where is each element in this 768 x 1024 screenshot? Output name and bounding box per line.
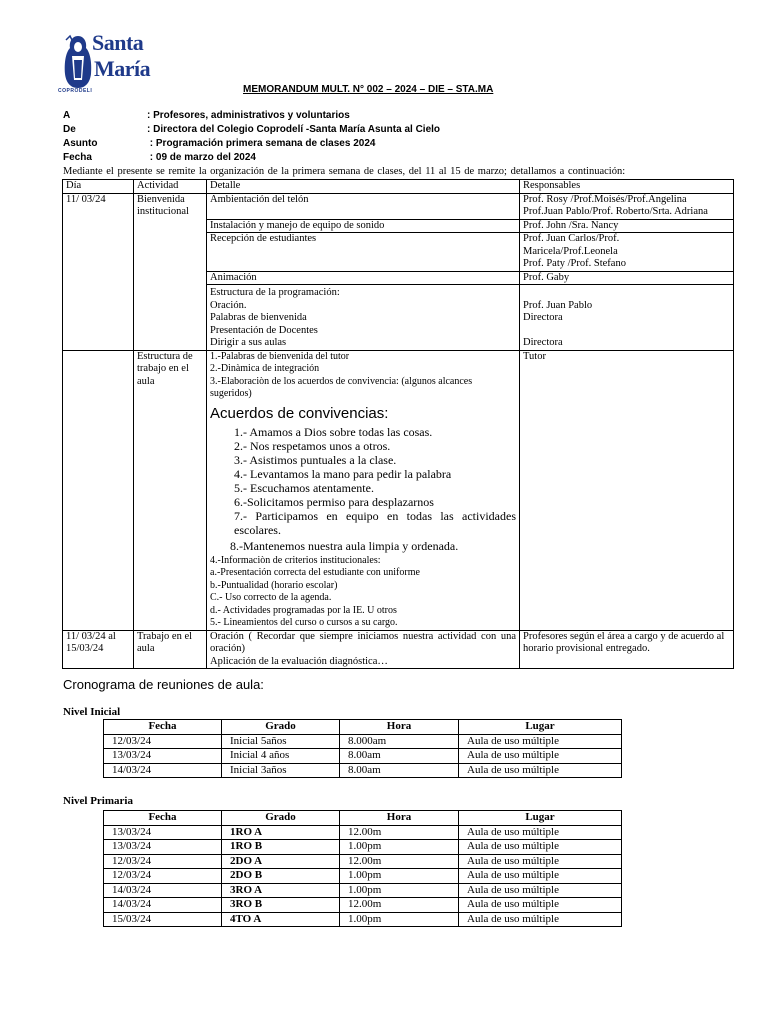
cell-lugar: Aula de uso múltiple <box>459 840 622 855</box>
header-key: Fecha <box>63 152 92 163</box>
logo-text-santa: Santa <box>92 30 144 55</box>
intro-paragraph: Mediante el presente se remite la organización de la primera semana de clases, del 11 al 15 de marzo; detallamos a continuación: <box>63 166 626 177</box>
cell-detalle <box>207 350 520 630</box>
cell-dia <box>63 350 134 630</box>
cell-responsables: Profesores según el área a cargo y de acuerdo al horario provisional entregado. <box>520 630 734 669</box>
cell-hora: 1.00pm <box>340 869 459 884</box>
column-header: Fecha <box>104 720 222 735</box>
cell-fecha: 14/03/24 <box>104 883 222 898</box>
cronograma-title: Cronograma de reuniones de aula: <box>63 677 264 692</box>
column-header: Hora <box>340 811 459 826</box>
table-row <box>104 734 622 749</box>
column-header: Día <box>63 180 134 194</box>
column-header: Detalle <box>207 180 520 194</box>
logo-text-coprodeli: COPRODELI <box>58 88 93 94</box>
cell-lugar: Aula de uso múltiple <box>459 898 622 913</box>
cell-hora: 8.00am <box>340 763 459 778</box>
acuerdo-item: 3.- Asistimos puntuales a la clase. <box>234 452 397 467</box>
detalle-line: a.-Presentación correcta del estudiante con uniforme <box>210 567 420 578</box>
detalle-line: 4.-Informaciòn de criterios institucionales: <box>210 554 381 566</box>
cell-responsables <box>520 285 734 351</box>
column-header: Fecha <box>104 811 222 826</box>
detalle-line: 2.-Dinàmica de integración <box>210 363 320 374</box>
acuerdo-item: 2.- Nos respetamos unos a otros. <box>234 438 391 453</box>
table-row <box>104 749 622 764</box>
cell-hora: 1.00pm <box>340 883 459 898</box>
header-key: A <box>63 110 71 121</box>
detalle-line: b.-Puntualidad (horario escolar) <box>210 579 338 591</box>
cell-dia: 11/ 03/24 <box>63 193 134 350</box>
responsable-line: Maricela/Prof.Leonela <box>523 245 618 257</box>
cell-hora: 12.00m <box>340 825 459 840</box>
header-key: De <box>63 124 76 135</box>
column-header: Grado <box>222 720 340 735</box>
cell-fecha: 12/03/24 <box>104 869 222 884</box>
table-row <box>104 763 622 778</box>
cell-responsables: Tutor <box>520 350 734 630</box>
cell-actividad: Bienvenida institucional <box>134 193 207 350</box>
cell-fecha: 13/03/24 <box>104 749 222 764</box>
cell-grado: 2DO B <box>222 869 340 884</box>
detalle-line: 3.-Elaboraciòn de los acuerdos de convivencia: (algunos alcances sugeridos) <box>210 375 473 399</box>
inicial-schedule-table <box>103 719 622 778</box>
cell-grado: 3RO A <box>222 883 340 898</box>
column-header: Grado <box>222 811 340 826</box>
detalle-line: 1.-Palabras de bienvenida del tutor <box>210 350 350 362</box>
cell-grado: 2DO A <box>222 854 340 869</box>
header-key: Asunto <box>63 138 98 149</box>
cell-responsables <box>520 193 734 219</box>
cell-lugar: Aula de uso múltiple <box>459 912 622 927</box>
cell-grado: Inicial 5años <box>222 734 340 749</box>
cell-responsables: Prof. John /Sra. Nancy <box>520 219 734 233</box>
cell-hora: 8.000am <box>340 734 459 749</box>
nivel-primaria-title: Nivel Primaria <box>63 795 133 807</box>
cell-grado: 1RO A <box>222 825 340 840</box>
cell-detalle <box>207 285 520 351</box>
table-row <box>104 883 622 898</box>
table-row <box>104 854 622 869</box>
cell-lugar: Aula de uso múltiple <box>459 749 622 764</box>
column-header: Hora <box>340 720 459 735</box>
column-header: Lugar <box>459 811 622 826</box>
cell-detalle: Instalación y manejo de equipo de sonido <box>207 219 520 233</box>
table-row <box>104 898 622 913</box>
acuerdo-item: 4.- Levantamos la mano para pedir la palabra <box>234 466 452 481</box>
cell-lugar: Aula de uso múltiple <box>459 883 622 898</box>
cell-lugar: Aula de uso múltiple <box>459 854 622 869</box>
acuerdo-item: 6.-Solicitamos permiso para desplazarnos <box>234 494 434 509</box>
table-row <box>104 825 622 840</box>
cell-lugar: Aula de uso múltiple <box>459 869 622 884</box>
table-row <box>104 869 622 884</box>
column-header: Lugar <box>459 720 622 735</box>
header-row-subject <box>63 138 375 149</box>
column-header: Responsables <box>520 180 734 194</box>
cell-hora: 12.00m <box>340 854 459 869</box>
responsable-line: Directora <box>523 337 563 348</box>
detalle-line: Oración. <box>210 299 247 311</box>
detalle-line: Aplicación de la evaluación diagnóstica… <box>210 655 388 667</box>
cell-grado: Inicial 4 años <box>222 749 340 764</box>
primaria-schedule-table <box>103 810 622 927</box>
detalle-line: C.- Uso correcto de la agenda. <box>210 592 332 603</box>
cell-actividad: Estructura de trabajo en el aula <box>134 350 207 630</box>
cell-grado: Inicial 3años <box>222 763 340 778</box>
detalle-line: Dirigir a sus aulas <box>210 337 287 348</box>
cell-hora: 1.00pm <box>340 912 459 927</box>
cell-fecha: 12/03/24 <box>104 734 222 749</box>
acuerdo-item: 1.- Amamos a Dios sobre todas las cosas. <box>234 424 433 439</box>
cell-lugar: Aula de uso múltiple <box>459 734 622 749</box>
detalle-line: Palabras de bienvenida <box>210 312 307 323</box>
cell-grado: 3RO B <box>222 898 340 913</box>
cell-detalle: Animación <box>207 271 520 285</box>
header-row-from <box>63 124 440 135</box>
acuerdos-title: Acuerdos de convivencias: <box>210 404 389 422</box>
cell-actividad: Trabajo en el aula <box>134 630 207 669</box>
table-header-row <box>63 180 734 194</box>
responsable-line: Prof.Juan Pablo/Prof. Roberto/Srta. Adriana <box>523 206 708 217</box>
cell-responsables: Prof. Gaby <box>520 271 734 285</box>
header-value: : Programación primera semana de clases 2024 <box>147 138 376 149</box>
detalle-line: Estructura de la programación: <box>210 287 340 298</box>
table-header-row <box>104 720 622 735</box>
cell-hora: 12.00m <box>340 898 459 913</box>
nivel-inicial-title: Nivel Inicial <box>63 706 121 718</box>
table-row <box>63 193 734 219</box>
detalle-line: d.- Actividades programadas por la IE. U otros <box>210 604 397 616</box>
responsable-line: Prof. Juan Pablo <box>523 299 593 311</box>
table-header-row <box>104 811 622 826</box>
cell-detalle: Ambientación del telón <box>207 193 520 219</box>
header-row-to <box>63 110 350 121</box>
responsable-line: Prof. Paty /Prof. Stefano <box>523 258 626 269</box>
detalle-line: Presentación de Docentes <box>210 324 318 336</box>
cell-responsables <box>520 233 734 272</box>
acuerdo-item: 7.- Participamos en equipo en todas las actividades escolares. <box>234 508 516 537</box>
table-row <box>104 912 622 927</box>
cell-hora: 8.00am <box>340 749 459 764</box>
detalle-line: 5.- Lineamientos del curso o cursos a su cargo. <box>210 617 398 628</box>
logo-text-maria: María <box>94 56 151 81</box>
cell-grado: 4TO A <box>222 912 340 927</box>
detalle-line: Oración ( Recordar que siempre iniciamos nuestra actividad con una oración) <box>210 630 516 654</box>
table-row <box>63 350 734 630</box>
header-value: : 09 de marzo del 2024 <box>147 152 256 163</box>
cell-grado: 1RO B <box>222 840 340 855</box>
school-logo <box>58 30 151 105</box>
acuerdo-item: 8.-Mantenemos nuestra aula limpia y ordenada. <box>230 538 459 553</box>
responsable-line: Prof. Rosy /Prof.Moisés/Prof.Angelina <box>523 193 687 205</box>
cell-fecha: 14/03/24 <box>104 763 222 778</box>
cell-fecha: 15/03/24 <box>104 912 222 927</box>
cell-fecha: 13/03/24 <box>104 825 222 840</box>
memo-title: MEMORANDUM MULT. N° 002 – 2024 – DIE – STA.MA <box>243 84 494 95</box>
column-header: Actividad <box>134 180 207 194</box>
cell-fecha: 13/03/24 <box>104 840 222 855</box>
cell-detalle <box>207 630 520 669</box>
table-row <box>63 630 734 669</box>
acuerdo-item: 5.- Escuchamos atentamente. <box>234 480 374 495</box>
cell-lugar: Aula de uso múltiple <box>459 825 622 840</box>
header-value: : Profesores, administrativos y voluntarios <box>147 110 350 121</box>
responsable-line: Prof. Juan Carlos/Prof. <box>523 233 620 244</box>
acuerdos-list <box>210 425 516 553</box>
program-table <box>62 179 734 669</box>
cell-detalle: Recepción de estudiantes <box>207 233 520 272</box>
cell-fecha: 14/03/24 <box>104 898 222 913</box>
cell-dia: 11/ 03/24 al 15/03/24 <box>63 630 134 669</box>
cell-lugar: Aula de uso múltiple <box>459 763 622 778</box>
cell-hora: 1.00pm <box>340 840 459 855</box>
table-row <box>104 840 622 855</box>
responsable-line: Directora <box>523 312 563 323</box>
virgin-mary-logo-icon <box>60 34 96 90</box>
header-row-date <box>63 152 256 163</box>
cell-fecha: 12/03/24 <box>104 854 222 869</box>
header-value: : Directora del Colegio Coprodelí -Santa María Asunta al Cielo <box>147 124 441 135</box>
